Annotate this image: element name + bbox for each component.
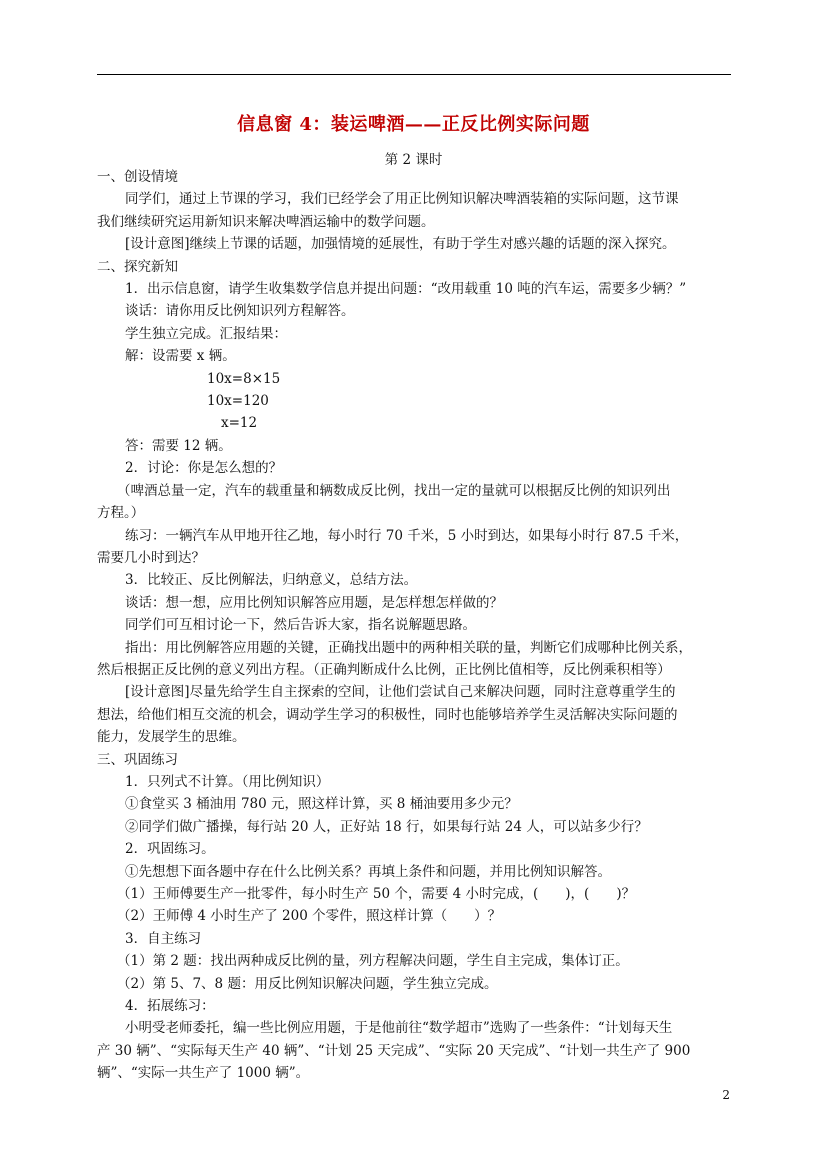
paragraph-line: 能力，发展学生的思维。 — [97, 729, 246, 746]
paragraph-line: 指出：用比例解答应用题的关键，正确找出题中的两种相关联的量，判断它们成哪种比例关系， — [125, 639, 692, 656]
section-heading: 二、探究新知 — [97, 258, 178, 275]
equation-line: 10x=120 — [207, 393, 269, 410]
design-intent-line: [设计意图]尽量先给学生自主探索的空间，让他们尝试自己来解决问题，同时注意尊重学生的 — [125, 684, 676, 701]
equation-line: 10x=8×15 — [207, 370, 281, 387]
exercise-line: ②同学们做广播操，每行站 20 人，正好站 18 行，如果每行站 24 人，可以站多少行？ — [125, 818, 648, 835]
paragraph-line: 谈话：请你用反比例知识列方程解答。 — [125, 303, 355, 320]
section-heading: 三、巩固练习 — [97, 751, 178, 768]
paragraph-line: 小明受老师委托，编一些比例应用题，于是他前往“数学超市”选购了一些条件：“计划每天生 — [125, 1020, 673, 1037]
paragraph-line: 产 30 辆”、“实际每天生产 40 辆”、“计划 25 天完成”、“实际 20 天完成”、“计划一共生产了 900 — [97, 1042, 691, 1059]
exercise-line: 3．自主练习 — [125, 930, 202, 947]
exercise-line: 1．只列式不计算。（用比例知识） — [125, 773, 330, 790]
exercise-line: 4．拓展练习： — [125, 998, 215, 1015]
exercise-line: （1）王师傅要生产一批零件，每小时生产 50 个，需要 4 小时完成，( )，( )？ — [117, 886, 636, 902]
exercise-line: 2．巩固练习。 — [125, 841, 215, 858]
section-heading: 一、创设情境 — [97, 169, 178, 185]
exercise-line: （2）王师傅 4 小时生产了 200 个零件，照这样计算（ ）？ — [117, 908, 502, 925]
document-body — [97, 166, 731, 1085]
exercise-line: （2）第 5、7、8 题：用反比例知识解决问题，学生独立完成。 — [117, 975, 498, 992]
exercise-line: ①食堂买 3 桶油用 780 元，照这样计算，买 8 桶油要用多少元？ — [125, 796, 518, 813]
page-title: 信息窗 4：装运啤酒——正反比例实际问题 — [237, 114, 590, 135]
equation-line: x=12 — [221, 415, 258, 432]
paragraph-line: （啤酒总量一定，汽车的载重量和辆数成反比例，找出一定的量就可以根据反比例的知识列出 — [117, 482, 671, 499]
paragraph-line: 想法，给他们相互交流的机会，调动学生学习的积极性，同时也能够培养学生灵活解决实际问题的 — [97, 706, 678, 723]
page-number: 2 — [722, 1088, 730, 1102]
paragraph-line: 同学们，通过上节课的学习，我们已经学会了用正比例知识解决啤酒装箱的实际问题，这节课 — [125, 191, 679, 208]
exercise-line: （1）第 2 题：找出两种成反比例的量，列方程解决问题，学生自主完成，集体订正。 — [117, 953, 629, 970]
design-intent-line: [设计意图]继续上节课的话题，加强情境的延展性，有助于学生对感兴趣的话题的深入探究。 — [125, 236, 676, 253]
paragraph-line: 1．出示信息窗，请学生收集数学信息并提出问题：“改用载重 10 吨的汽车运，需要多少辆？” — [125, 281, 687, 298]
paragraph-line: 学生独立完成。汇报结果： — [125, 325, 287, 342]
paragraph-line: 2．讨论：你是怎么想的？ — [125, 460, 283, 477]
paragraph-line: 3．比较正、反比例解法，归纳意义，总结方法。 — [125, 572, 418, 589]
paragraph-line: 方程。） — [97, 505, 145, 522]
header-rule — [97, 74, 731, 75]
answer-line: 答：需要 12 辆。 — [125, 437, 232, 454]
paragraph-line: 同学们可互相讨论一下，然后告诉大家，指名说解题思路。 — [125, 617, 476, 634]
lesson-subtitle: 第 2 课时 — [384, 152, 443, 168]
exercise-line: ①先想想下面各题中存在什么比例关系？再填上条件和问题，并用比例知识解答。 — [125, 863, 611, 880]
paragraph-line: 我们继续研究运用新知识来解决啤酒运输中的数学问题。 — [97, 213, 435, 230]
solution-line: 解：设需要 x 辆。 — [125, 348, 236, 365]
paragraph-line: 谈话：想一想，应用比例知识解答应用题，是怎样想怎样做的？ — [125, 594, 503, 611]
exercise-line: 练习：一辆汽车从甲地开往乙地，每小时行 70 千米，5 小时到达，如果每小时行 87.5 千米， — [125, 527, 689, 544]
paragraph-line: 然后根据正反比例的意义列出方程。（正确判断成什么比例，正比例比值相等，反比例乘积相等） — [97, 661, 671, 678]
paragraph-line: 辆”、“实际一共生产了 1000 辆”。 — [97, 1065, 310, 1082]
exercise-line: 需要几小时到达？ — [97, 549, 205, 566]
